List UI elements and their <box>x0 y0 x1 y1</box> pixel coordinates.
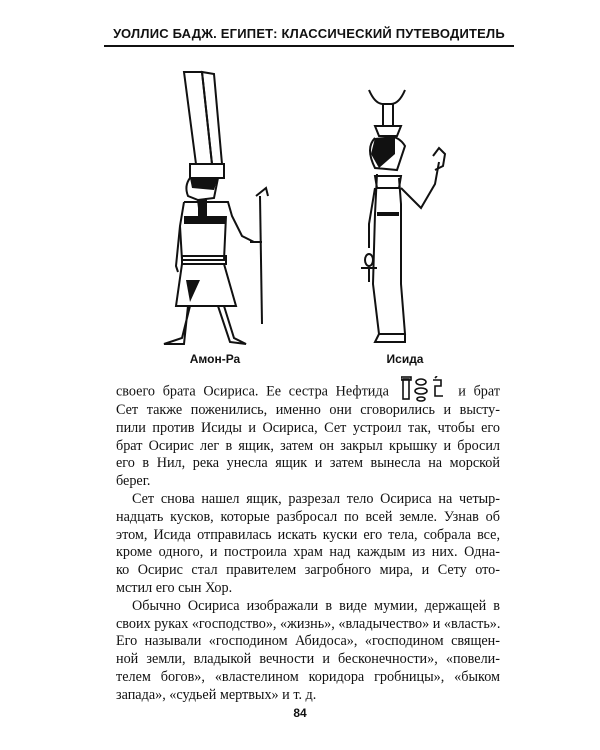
text-line: Его называли «господином Абидоса», «господином священ- <box>116 633 500 650</box>
text-line: мстил его сын Хор. <box>116 579 233 596</box>
text-line: ной земли, владыкой вечности и бесконечности», «повели- <box>116 651 500 668</box>
caption-amun-ra: Амон-Ра <box>189 352 241 366</box>
body-text <box>116 382 500 705</box>
text-line: брат Осирис лег в ящик, затем он закрыл крышку и бросил <box>116 437 500 454</box>
paragraph-3 <box>116 598 500 705</box>
text-line: телем богов», «властелином коридора гробницы», «быком <box>116 668 500 685</box>
text-line: этом, Исида отправилась искать куски его тела, собрала все, <box>116 526 500 543</box>
text-line: пили против Исиды и Осириса, Сет устроил так, чтобы его <box>116 419 500 436</box>
text-line: Сет также поженились, именно они сговорились и высту- <box>116 402 500 418</box>
page-number: 84 <box>293 706 307 720</box>
paragraph-1 <box>116 382 500 491</box>
header-rule <box>104 45 514 47</box>
running-header: УОЛЛИС БАДЖ. ЕГИПЕТ: КЛАССИЧЕСКИЙ ПУТЕВОДИТЕЛЬ <box>113 26 505 41</box>
amun-ra-illustration <box>150 66 290 346</box>
text-line: его в Нил, река унесла ящик и затем вынесла на морской <box>116 455 500 472</box>
text-line <box>116 382 500 402</box>
text-line: надцать кусков, которые разбросал по всей земле. Узнав об <box>116 508 500 525</box>
text-line: Обычно Осириса изображали в виде мумии, держащей в <box>132 597 500 614</box>
text-fragment: своего брата Осириса. Ее сестра Нефтида <box>116 383 389 400</box>
text-line: берег. <box>116 473 151 490</box>
text-line: Сет снова нашел ящик, разрезал тело Осириса на четыр- <box>132 490 500 507</box>
isis-illustration <box>335 84 475 346</box>
caption-isis: Исида <box>386 352 424 366</box>
paragraph-2 <box>116 491 500 598</box>
text-line: кроме одного, и построила храм над каждым из них. Одна- <box>116 544 500 561</box>
text-line: ко Осирис стал правителем загробного мира, и Сету ото- <box>116 562 500 579</box>
text-fragment: и брат <box>458 383 501 400</box>
text-line: своих руках «господство», «жизнь», «владычество» и «власть». <box>116 615 501 632</box>
hieroglyph-nephthys-icon <box>401 376 447 402</box>
text-line: запада», «судьей мертвых» и т. д. <box>116 686 317 703</box>
